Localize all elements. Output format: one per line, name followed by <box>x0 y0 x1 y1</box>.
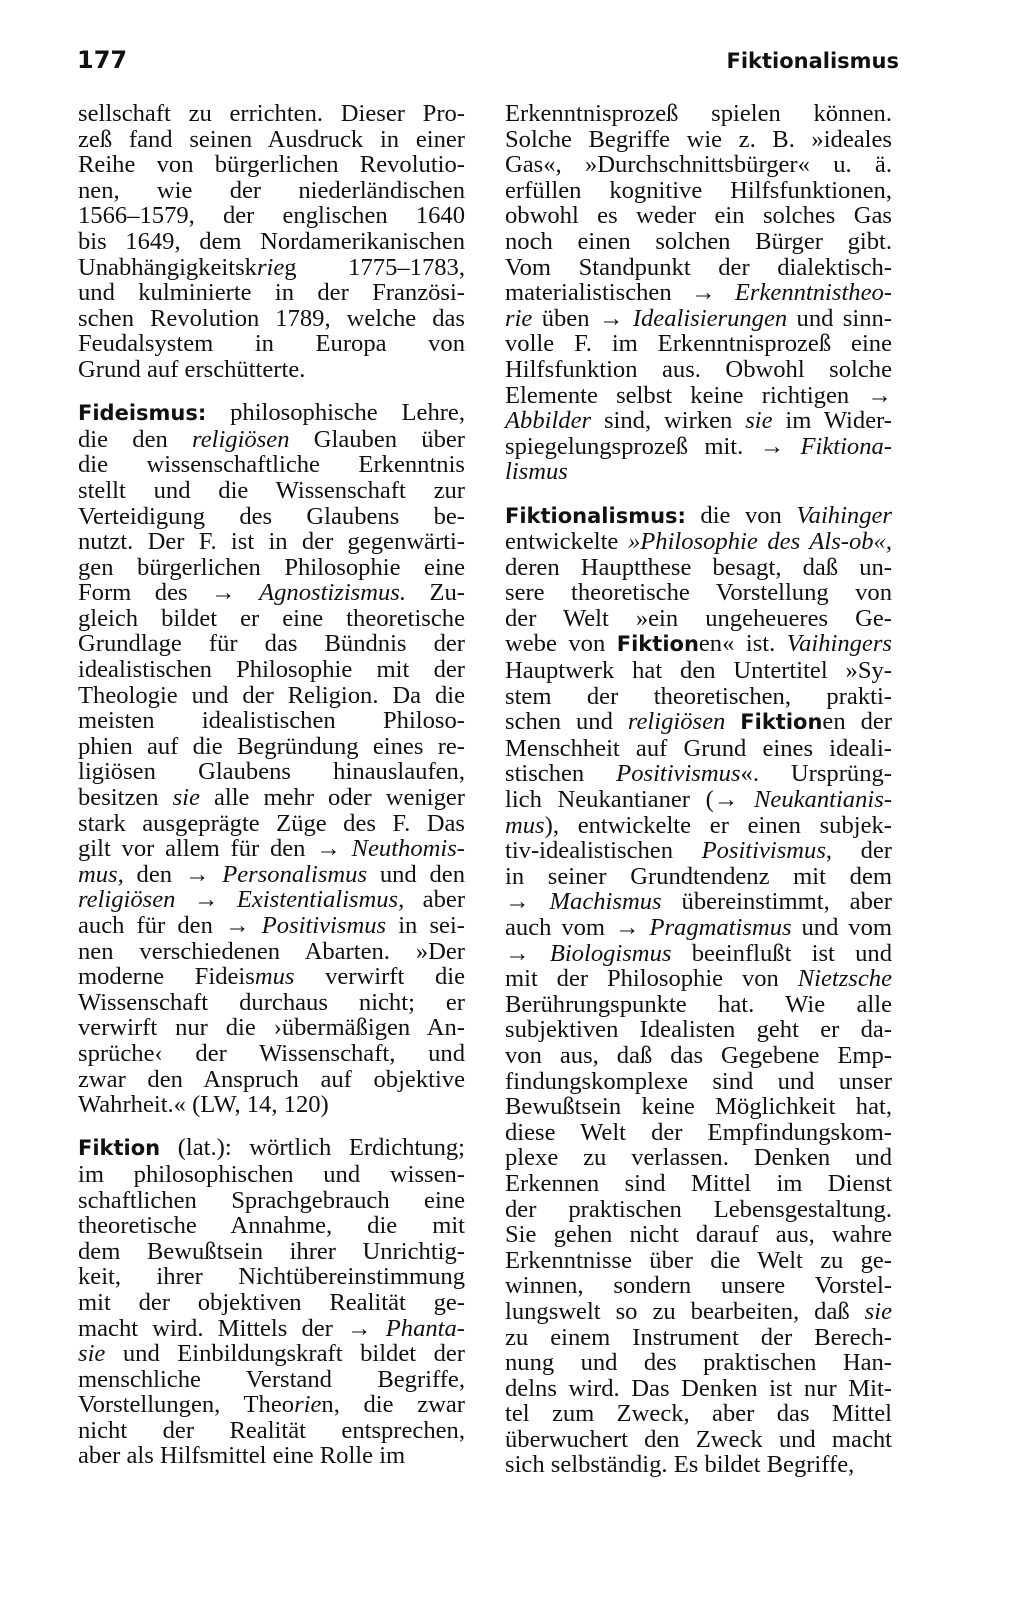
paragraph-gap <box>78 383 465 401</box>
cross-reference-term: sie <box>78 1340 106 1368</box>
text-line: keit, ihrer Nichtübereinstimmung <box>78 1263 465 1291</box>
entry-keyword: Fiktion <box>616 632 699 657</box>
text-line: Bewußtsein keine Möglichkeit hat, <box>505 1093 892 1121</box>
text-line: Elemente selbst keine richtigen → <box>505 381 892 409</box>
text-line: der praktischen Lebensgestaltung. <box>505 1195 892 1223</box>
cross-reference-term: Pragmatismus <box>649 914 792 941</box>
text-line: erfüllen kognitive Hilfsfunktionen, <box>505 176 892 204</box>
text-line: Berührungspunkte hat. Wie alle <box>505 990 892 1018</box>
entry-keyword: Fiktion <box>740 710 823 735</box>
text-line: nen verschiedenen Abarten. »Der <box>78 937 465 965</box>
text-line: sprüche‹ der Wissenschaft, und <box>78 1039 465 1067</box>
text-line: subjektiven Idealisten geht er da- <box>505 1016 892 1044</box>
text-line: mit der Philosophie von Nietzsche <box>505 965 892 993</box>
text-line: zwar den Anspruch auf objektive <box>78 1065 465 1093</box>
text-line: Vorstellungen, Theorien, die zwar <box>78 1391 465 1419</box>
text-line: menschliche Verstand Begriffe, <box>78 1365 465 1393</box>
text-line: mus, den → Personalismus und den <box>78 860 465 888</box>
cross-reference-term: mus <box>505 811 545 839</box>
cross-reference-term: Positivismus <box>701 837 826 865</box>
text-line: und kulminierte in der Französi- <box>78 279 465 307</box>
text-line: → Biologismus beeinflußt ist und <box>505 939 892 967</box>
text-line: verwirft nur die ›übermäßigen An- <box>78 1014 465 1042</box>
cross-reference-term: Vaihinger <box>796 501 892 529</box>
text-line: obwohl es weder ein solches Gas <box>505 202 892 230</box>
text-line: auch vom → Pragmatismus und vom <box>505 914 892 941</box>
cross-reference-term: religiösen <box>78 886 176 914</box>
text-line: Theologie und der Religion. Da die <box>78 681 465 709</box>
text-line: macht wird. Mittels der → Phanta- <box>78 1314 465 1342</box>
cross-reference-term: rie <box>294 1391 322 1419</box>
cross-reference-term: sie <box>864 1297 892 1325</box>
text-line: stem der theoretischen, prakti- <box>505 682 892 710</box>
text-line: Menschheit auf Grund eines ideali- <box>505 734 892 762</box>
text-line: idealistischen Philosophie mit der <box>78 656 465 684</box>
text-line: besitzen sie alle mehr oder weniger <box>78 784 465 812</box>
text-line: phien auf die Begründung eines re- <box>78 732 465 760</box>
text-line: findungskomplexe sind und unser <box>505 1067 892 1095</box>
page-number: 177 <box>77 46 128 74</box>
text-line: deren Hauptthese besagt, daß un- <box>505 553 892 581</box>
entry-keyword: Fiktion <box>78 1136 161 1161</box>
text-line: lungswelt so zu bearbeiten, daß sie <box>505 1297 892 1325</box>
text-line: Erkennen sind Mittel im Dienst <box>505 1169 892 1197</box>
cross-reference-term: Machismus <box>549 888 662 916</box>
text-line: delns wird. Das Denken ist nur Mit- <box>505 1374 892 1402</box>
cross-reference-term: Erkenntnistheo- <box>734 279 892 307</box>
text-line: tiv-idealistischen Positivismus, der <box>505 837 892 865</box>
text-line <box>505 459 892 485</box>
text-line: noch einen solchen Bürger gibt. <box>505 227 892 255</box>
text-line: die wissenschaftliche Erkenntnis <box>78 451 465 479</box>
text-line: Erkenntnisse über die Welt zu ge- <box>505 1246 892 1274</box>
text-line: → Machismus übereinstimmt, aber <box>505 888 892 916</box>
cross-reference-term: Abbilder <box>505 407 592 435</box>
text-line: lich Neukantianer (→ Neukantianis- <box>505 786 892 814</box>
cross-reference-term: mus <box>254 963 295 991</box>
text-line: meisten idealistischen Philoso- <box>78 707 465 735</box>
cross-reference-term: mus, <box>78 860 124 888</box>
text-line: Grund auf erschütterte. <box>78 355 306 383</box>
text-line: bis 1649, dem Nordamerikanischen <box>78 227 465 255</box>
text-line: Verteidigung des Glaubens be- <box>78 502 465 530</box>
text-line: 1566–1579, der englischen 1640 <box>78 202 465 230</box>
text-line: Wissenschaft durchaus nicht; er <box>78 988 465 1016</box>
text-line: moderne Fideismus verwirft die <box>78 963 465 991</box>
text-line: Solche Begriffe wie z. B. »ideales <box>505 125 892 153</box>
text-line: gen bürgerlichen Philosophie eine <box>78 553 465 581</box>
text-line: theoretische Annahme, die mit <box>78 1212 465 1240</box>
cross-reference-term: »Philosophie des Als-ob«, <box>627 528 892 556</box>
text-line: in seiner Grundtendenz mit dem <box>505 862 892 890</box>
text-line: Fiktionalismus: die von Vaihinger <box>505 501 892 529</box>
text-line: nutzt. Der F. ist in der gegenwärti- <box>78 528 465 556</box>
text-line: Feudalsystem in Europa von <box>78 330 465 358</box>
text-line: rie üben → Idealisierungen und sinn- <box>505 304 892 332</box>
text-line: Wahrheit.« (LW, 14, 120) <box>78 1091 329 1119</box>
text-line: Gas«, »Durchschnittsbürger« u. ä. <box>505 151 892 179</box>
cross-reference-term: sie <box>745 407 773 435</box>
paragraph-gap <box>505 485 892 503</box>
cross-reference-term: sie <box>172 784 200 812</box>
text-line: Hauptwerk hat den Untertitel »Sy- <box>505 657 892 685</box>
text-line: schen und religiösen Fiktionen der <box>505 708 892 736</box>
text-line: Grundlage für das Bündnis der <box>78 630 465 658</box>
text-line: nicht der Realität entsprechen, <box>78 1416 465 1444</box>
cross-reference-term: Positivismus <box>616 760 741 788</box>
text-line: Sie gehen nicht darauf aus, wahre <box>505 1221 892 1249</box>
text-line: schaftlichen Sprachgebrauch eine <box>78 1186 465 1214</box>
text-line: stischen Positivismus«. Ursprüng- <box>505 760 892 788</box>
text-line: volle F. im Erkenntnisprozeß eine <box>505 330 892 358</box>
text-line: diese Welt der Empfindungskom- <box>505 1118 892 1146</box>
cross-reference-term: Idealisierungen <box>632 304 788 332</box>
text-line: Fideismus: philosophische Lehre, <box>78 399 465 427</box>
text-line: winnen, sondern unsere Vorstel- <box>505 1272 892 1300</box>
cross-reference-term: Biologismus <box>549 939 672 967</box>
text-line: Hilfsfunktion aus. Obwohl solche <box>505 355 892 383</box>
cross-reference-term: Fiktiona- <box>800 432 892 460</box>
cross-reference-term: Vaihingers <box>786 630 892 658</box>
cross-reference-term: Nietzsche <box>797 965 892 993</box>
text-line: dem Bewußtsein ihrer Unrichtig- <box>78 1237 465 1265</box>
left-column <box>78 101 465 1469</box>
text-line: Reihe von bürgerlichen Revolutio- <box>78 151 465 179</box>
cross-reference-term: Positivismus <box>261 912 387 939</box>
cross-reference-term: Personalismus <box>222 860 368 888</box>
text-line: die den religiösen Glauben über <box>78 425 465 453</box>
text-line: sie und Einbildungskraft bildet der <box>78 1340 465 1368</box>
text-line: zu einem Instrument der Berech- <box>505 1323 892 1351</box>
cross-reference-term: lismus <box>505 458 568 486</box>
text-line: auch für den → Positivismus in sei- <box>78 912 465 939</box>
text-line: sere theoretische Vorstellung von <box>505 579 892 607</box>
cross-reference-term: Neuthomis- <box>351 835 465 863</box>
text-line: tel zum Zweck, aber das Mittel <box>505 1400 892 1428</box>
cross-reference-term: Neukantianis- <box>754 786 892 814</box>
text-line: plexe zu verlassen. Denken und <box>505 1144 892 1172</box>
cross-reference-term: Agnostizismus. <box>259 579 406 607</box>
text-line: der Welt »ein ungeheueres Ge- <box>505 604 892 632</box>
entry-keyword: Fideismus: <box>78 401 207 426</box>
text-line: Form des → Agnostizismus. Zu- <box>78 579 465 607</box>
paragraph-gap <box>78 1118 465 1136</box>
text-line: gilt vor allem für den → Neuthomis- <box>78 835 465 863</box>
text-line: Vom Standpunkt der dialektisch- <box>505 253 892 281</box>
text-line: entwickelte »Philosophie des Als-ob«, <box>505 528 892 556</box>
cross-reference-term: religiösen <box>627 708 726 736</box>
text-line: zeß fand seinen Ausdruck in einer <box>78 125 465 153</box>
text-line: nen, wie der niederländischen <box>78 176 465 204</box>
cross-reference-term: rie <box>505 304 533 332</box>
text-line: materialistischen → Erkenntnistheo- <box>505 279 892 307</box>
text-line: stellt und die Wissenschaft zur <box>78 476 465 504</box>
text-line: im philosophischen und wissen- <box>78 1160 465 1188</box>
text-line: Erkenntnisprozeß spielen können. <box>505 100 892 127</box>
text-line: religiösen → Existentialismus, aber <box>78 886 466 914</box>
text-line: nung und des praktischen Han- <box>505 1349 892 1377</box>
right-column <box>505 101 892 1478</box>
text-line: stark ausgeprägte Züge des F. Das <box>78 809 465 837</box>
text-line: gleich bildet er eine theoretische <box>78 604 465 632</box>
text-line: überwuchert den Zweck und macht <box>505 1425 892 1453</box>
cross-reference-term: Phanta- <box>385 1314 465 1342</box>
text-line: Fiktion (lat.): wörtlich Erdichtung; <box>78 1134 465 1162</box>
cross-reference-term: Existentialismus, <box>236 886 405 914</box>
text-line: mus), entwickelte er einen subjek- <box>505 811 892 839</box>
text-line: Abbilder sind, wirken sie im Wider- <box>505 407 892 435</box>
cross-reference-term: rie <box>256 253 285 281</box>
text-line: von aus, daß das Gegebene Emp- <box>505 1041 892 1069</box>
text-line: spiegelungsprozeß mit. → Fiktiona- <box>505 432 892 460</box>
text-line: schen Revolution 1789, welche das <box>78 304 465 332</box>
text-line: sich selbständig. Es bildet Begriffe, <box>505 1451 855 1479</box>
running-title: Fiktionalismus <box>726 49 899 73</box>
text-line: webe von Fiktionen« ist. Vaihingers <box>505 630 892 658</box>
cross-reference-term: religiösen <box>192 425 290 453</box>
text-line: mit der objektiven Realität ge- <box>78 1288 465 1316</box>
text-line: aber als Hilfsmittel eine Rolle im <box>78 1442 406 1470</box>
text-line: Unabhängigkeitskrieg 1775–1783, <box>78 253 465 281</box>
text-line: sellschaft zu errichten. Dieser Pro- <box>78 100 465 127</box>
text-line: ligiösen Glaubens hinauslaufen, <box>78 758 465 786</box>
entry-keyword: Fiktionalismus: <box>505 503 686 528</box>
